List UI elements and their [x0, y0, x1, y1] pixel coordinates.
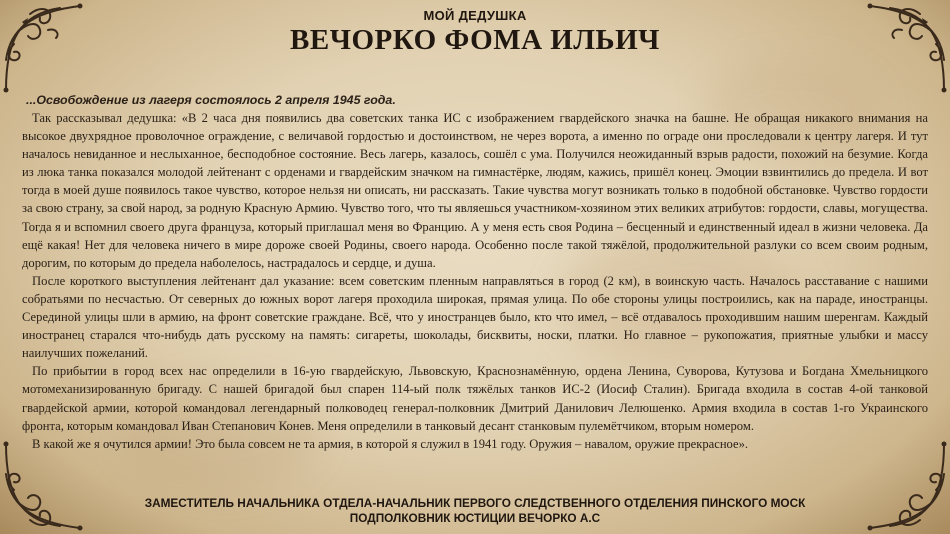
- page-title: ВЕЧОРКО ФОМА ИЛЬИЧ: [290, 24, 660, 56]
- paragraph: Так рассказывал дедушка: «В 2 часа дня появились два советских танка ИС с изображением гвардейского значка на башне. Не обращая никакого внимания на высокое двухрядное проволочное ограждение, с величавой гордостью и достоинством, не через ворота, а именно по ограде они проследовали к центру лагеря. И тут началось невиданное и неслыханное, бесподобное состояние. Весь лагерь, казалось, сошёл с ума. Получился неожиданный взрыв радости, похожий на безумие. Когда из люка танка показался молодой лейтенант с орденами и гвардейским значком на гимнастёрке, людям, кажись, пришёл конец. Эмоции взвинтились до предела. И вот тогда в моей душе появилось такое чувство, которое нельзя ни описать, ни рассказать. Такие чувства могут возникать только в подобной обстановке. Чувство гордости за свою страну, за свой народ, за родную Красную Армию. Чувство того, что ты являешься участником-хозяином этих великих атрибутов: гордости, славы, могущества. Тогда я и вспомнил своего друга француза, который приглашал меня во Францию. А у меня есть своя Родина – бесценный и единственный идеал в жизни человека. Да ещё какая! Нет для человека ничего в мире дороже своей Родины, своего народа. Особенно после такой тяжёлой, продолжительной разлуки со всем своим родным, дорогим, по которым до предела наболелось, настрадалось и сердце, и душа.: [22, 111, 928, 270]
- paragraph: По прибытии в город всех нас определили в 16-ую гвардейскую, Львовскую, Краснознамённую, ордена Ленина, Суворова, Кутузова и Богдана Хмельницкого мотомеханизированную бригаду. С нашей бригадой был спарен 114-ый полк тяжёлых танков ИС-2 (Иосиф Сталин). Бригада входила в состав 4-ой танковой гвардейской армии, которой командовал легендарный полководец генерал-полковник Дмитрий Данилович Лелюшенко. Армия входила в состав 1-го Украинского фронта, которым командовал Иван Степанович Конев. Меня определили в танковый десант станковым пулемётчиком, вторым номером.: [22, 364, 928, 433]
- page-header: [0, 8, 950, 57]
- page-subtitle: МОЙ ДЕДУШКА: [423, 8, 527, 23]
- memoir-text: [22, 92, 928, 453]
- paragraph: После короткого выступления лейтенант дал указание: всем советским пленным направляться в город (2 км), в воинскую часть. Началось расставание с нашими собратьями по несчастью. От северных до южных ворот лагеря проходила широкая, прямая улица. По обе стороны улицы построились, как на параде, иностранцы. Серединой улицы шли в армию, на фронт советские граждане. Всё, что у иностранцев было, кто что имел, – всё отдавалось проходившим нашим шеренгам. Каждый иностранец старался что-нибудь дать русскому на память: сигареты, шоколады, бисквиты, носки, платки. Но главное – рукопожатия, приятные улыбки и массу наилучших пожеланий.: [22, 273, 928, 361]
- signature-position: ЗАМЕСТИТЕЛЬ НАЧАЛЬНИКА ОТДЕЛА-НАЧАЛЬНИК ПЕРВОГО СЛЕДСТВЕННОГО ОТДЕЛЕНИЯ ПИНСКОГО МОСК: [144, 496, 806, 510]
- lead-line: ...Освобождение из лагеря состоялось 2 апреля 1945 года.: [26, 93, 396, 107]
- paragraph: В какой же я очутился армии! Это была совсем не та армия, в которой я служил в 1941 году. Оружия – навалом, оружие прекрасное».: [32, 436, 749, 451]
- signature-block: [0, 496, 950, 526]
- signature-name: ПОДПОЛКОВНИК ЮСТИЦИИ ВЕЧОРКО А.С: [349, 511, 601, 525]
